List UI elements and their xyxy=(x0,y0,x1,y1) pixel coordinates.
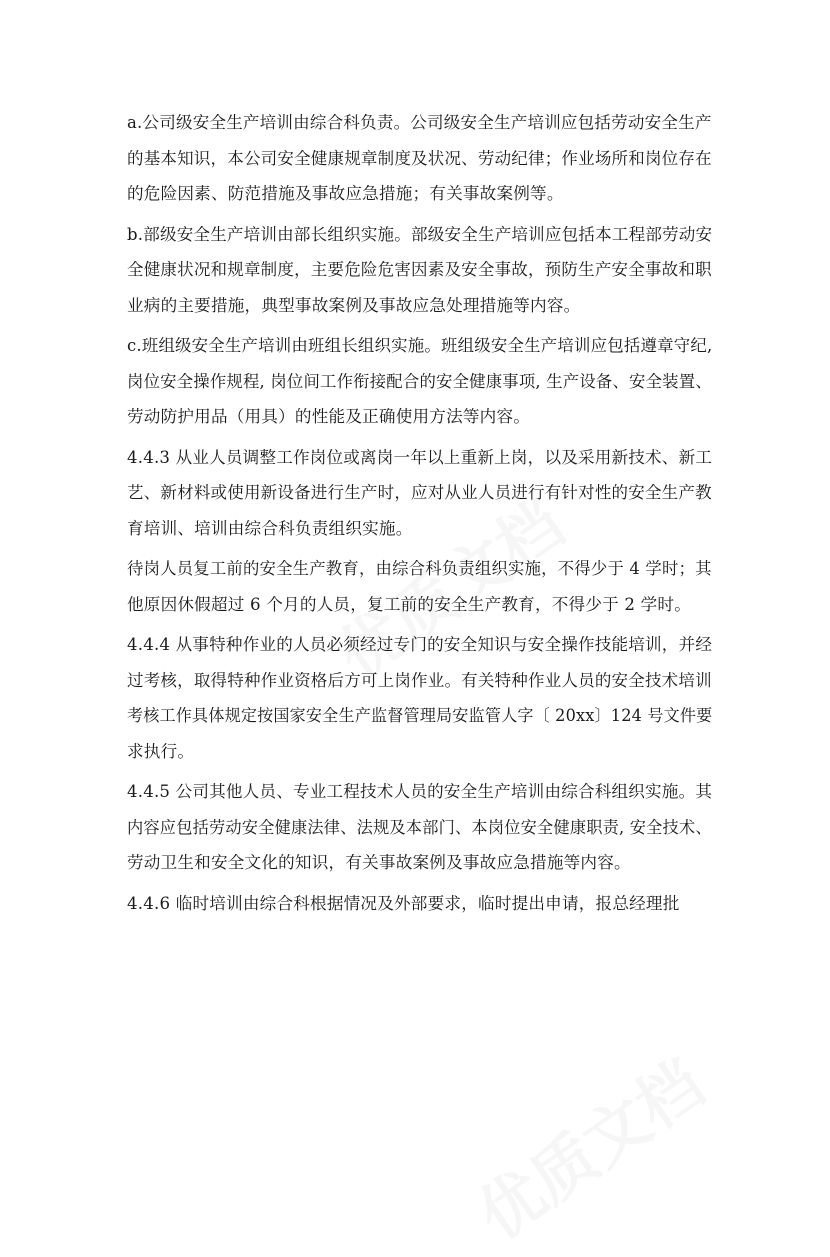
paragraph xyxy=(127,551,712,622)
text-line: 求执行。 xyxy=(127,741,195,761)
document-body xyxy=(127,105,712,926)
text-line: c.班组级安全生产培训由班组长组织实施。班组级安全生产培训应包括遵章守纪, xyxy=(127,336,713,355)
text-line: 4.4.4 从事特种作业的人员必须经过专门的安全知识与安全操作技能培训，并经 xyxy=(127,635,713,654)
paragraph xyxy=(127,440,712,547)
text-line: 全健康状况和规章制度，主要危险危害因素及安全事故，预防生产安全事故和职 xyxy=(127,260,712,279)
text-line: 艺、新材料或使用新设备进行生产时，应对从业人员进行有针对性的安全生产教 xyxy=(127,483,712,502)
text-line: 他原因休假超过 6 个月的人员，复工前的安全生产教育，不得少于 2 学时。 xyxy=(127,594,692,614)
paragraph xyxy=(127,217,712,324)
text-line: 的基本知识，本公司安全健康规章制度及状况、劳动纪律；作业场所和岗位存在 xyxy=(127,148,712,168)
watermark xyxy=(457,1035,719,1257)
text-line: 劳动防护用品（用具）的性能及正确使用方法等内容。 xyxy=(127,407,531,426)
text-line: 的危险因素、防范措施及事故应急措施；有关事故案例等。 xyxy=(127,184,564,203)
text-line: 业病的主要措施，典型事故案例及事故应急处理措施等内容。 xyxy=(127,295,581,315)
paragraph xyxy=(127,328,712,435)
paragraph xyxy=(127,627,712,769)
text-line: 育培训、培训由综合科负责组织实施。 xyxy=(127,518,413,538)
paragraph xyxy=(127,886,712,922)
text-line: 岗位安全操作规程, 岗位间工作衔接配合的安全健康事项, 生产设备、安全装置、 xyxy=(127,371,712,391)
paragraph xyxy=(127,105,712,212)
text-line: 4.4.6 临时培训由综合科根据情况及外部要求，临时提出申请，报总经理批 xyxy=(127,893,680,913)
text-line: 4.4.5 公司其他人员、专业工程技术人员的安全生产培训由综合科组织实施。其 xyxy=(127,782,713,801)
text-line: 劳动卫生和安全文化的知识，有关事故案例及事故应急措施等内容。 xyxy=(127,853,631,872)
paragraph xyxy=(127,774,712,881)
text-line: b.部级安全生产培训由部长组织实施。部级安全生产培训应包括本工程部劳动安 xyxy=(127,224,713,244)
text-line: a.公司级安全生产培训由综合科负责。公司级安全生产培训应包括劳动安全生产 xyxy=(127,113,712,132)
text-line: 4.4.3 从业人员调整工作岗位或离岗一年以上重新上岗，以及采用新技术、新工 xyxy=(127,447,713,467)
text-line: 过考核，取得特种作业资格后方可上岗作业。有关特种作业人员的安全技术培训 xyxy=(127,670,712,690)
text-line: 内容应包括劳动安全健康法律、法规及本部门、本岗位安全健康职责, 安全技术、 xyxy=(127,817,712,837)
text-line: 待岗人员复工前的安全生产教育，由综合科负责组织实施，不得少于 4 学时；其 xyxy=(127,559,712,578)
text-line: 考核工作具体规定按国家安全生产监督管理局安监管人字〔 20xx〕124 号文件要 xyxy=(127,706,713,725)
